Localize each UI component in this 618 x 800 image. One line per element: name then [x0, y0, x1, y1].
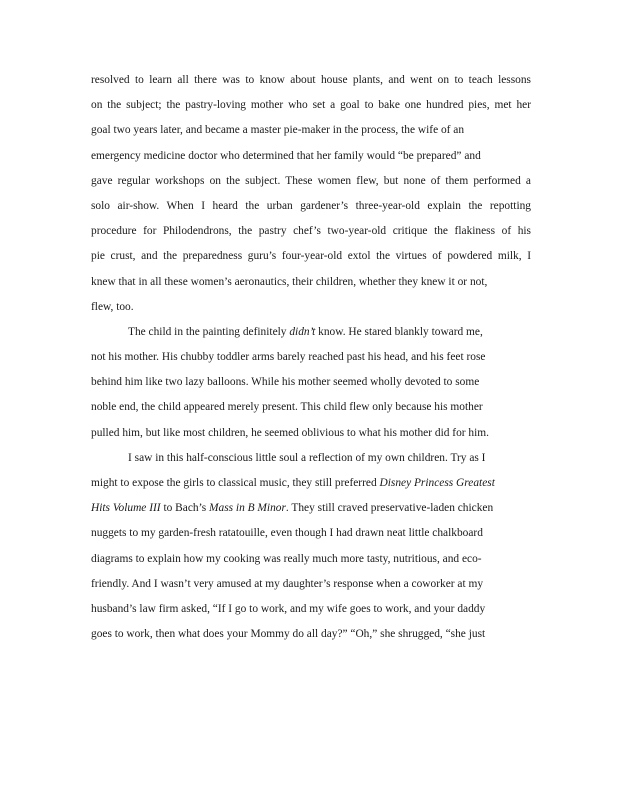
text-line [91, 496, 531, 521]
text-line [91, 395, 531, 420]
italic-run: Hits Volume III [91, 502, 161, 515]
text-run: noble end, the child appeared merely present. This child flew only because his mother [91, 401, 483, 414]
text-line [91, 597, 531, 622]
text-run: flew, too. [91, 300, 134, 313]
text-run: diagrams to explain how my cooking was really much more tasty, nutritious, and eco- [91, 552, 482, 565]
text-line [91, 471, 531, 496]
text-run: gave regular workshops on the subject. These women flew, but none of them performed a [91, 174, 531, 187]
italic-run: didn’t [289, 325, 316, 338]
text-line [91, 421, 531, 446]
text-line [91, 446, 531, 471]
text-line [91, 169, 531, 194]
text-run: . They still craved preservative-laden chicken [285, 502, 494, 515]
text-line [91, 521, 531, 546]
text-run: know. He stared blankly toward me, [315, 325, 483, 338]
text-line [91, 572, 531, 597]
text-run: friendly. And I wasn’t very amused at my daughter’s response when a coworker at my [91, 577, 484, 590]
text-run: pulled him, but like most children, he seemed oblivious to what his mother did for him. [91, 426, 489, 439]
text-line [91, 219, 531, 244]
text-line [91, 622, 531, 647]
text-run: to Bach’s [160, 502, 210, 515]
text-line [91, 370, 531, 395]
text-line [91, 295, 531, 320]
text-run: husband’s law firm asked, “If I go to work, and my wife goes to work, and your daddy [91, 602, 486, 615]
text-run: procedure for Philodendrons, the pastry chef’s two-year-old critique the flakiness of his [91, 225, 531, 238]
text-run: goes to work, then what does your Mommy do all day?” “Oh,” she shrugged, “she just [91, 628, 486, 641]
text-run: pie crust, and the preparedness guru’s four-year-old extol the virtues of powdered milk, I [91, 250, 531, 263]
text-run: resolved to learn all there was to know about house plants, and went on to teach lessons [91, 74, 531, 86]
text-line [91, 320, 531, 345]
text-run: nuggets to my garden-fresh ratatouille, even though I had drawn neat little chalkboard [91, 527, 483, 540]
text-run: not his mother. His chubby toddler arms barely reached past his head, and his feet rose [91, 351, 486, 364]
text-line [91, 270, 531, 295]
text-run: knew that in all these women’s aeronautics, their children, whether they knew it or not, [91, 275, 488, 288]
text-run: The child in the painting definitely [128, 325, 290, 338]
text-run: on the subject; the pastry-loving mother who set a goal to bake one hundred pies, met her [91, 99, 531, 112]
text-run: I saw in this half-conscious little soul a reflection of my own children. Try as I [128, 451, 486, 464]
text-line [91, 144, 531, 169]
text-run: behind him like two lazy balloons. While his mother seemed wholly devoted to some [91, 376, 480, 389]
text-run: solo air-show. When I heard the urban gardener’s three-year-old explain the repotting [91, 199, 531, 212]
text-line [91, 547, 531, 572]
text-line [91, 93, 531, 118]
text-line [91, 345, 531, 370]
text-line [91, 194, 531, 219]
text-run: emergency medicine doctor who determined that her family would “be prepared” and [91, 149, 481, 162]
italic-run: Disney Princess Greatest [379, 477, 495, 489]
italic-run: Mass in B Minor [209, 502, 286, 515]
text-line [91, 68, 531, 93]
body-text [91, 68, 531, 647]
text-line [91, 118, 531, 143]
text-run: might to expose the girls to classical music, they still preferred [91, 477, 380, 489]
text-run: goal two years later, and became a master pie-maker in the process, the wife of an [91, 124, 465, 137]
text-line [91, 244, 531, 269]
